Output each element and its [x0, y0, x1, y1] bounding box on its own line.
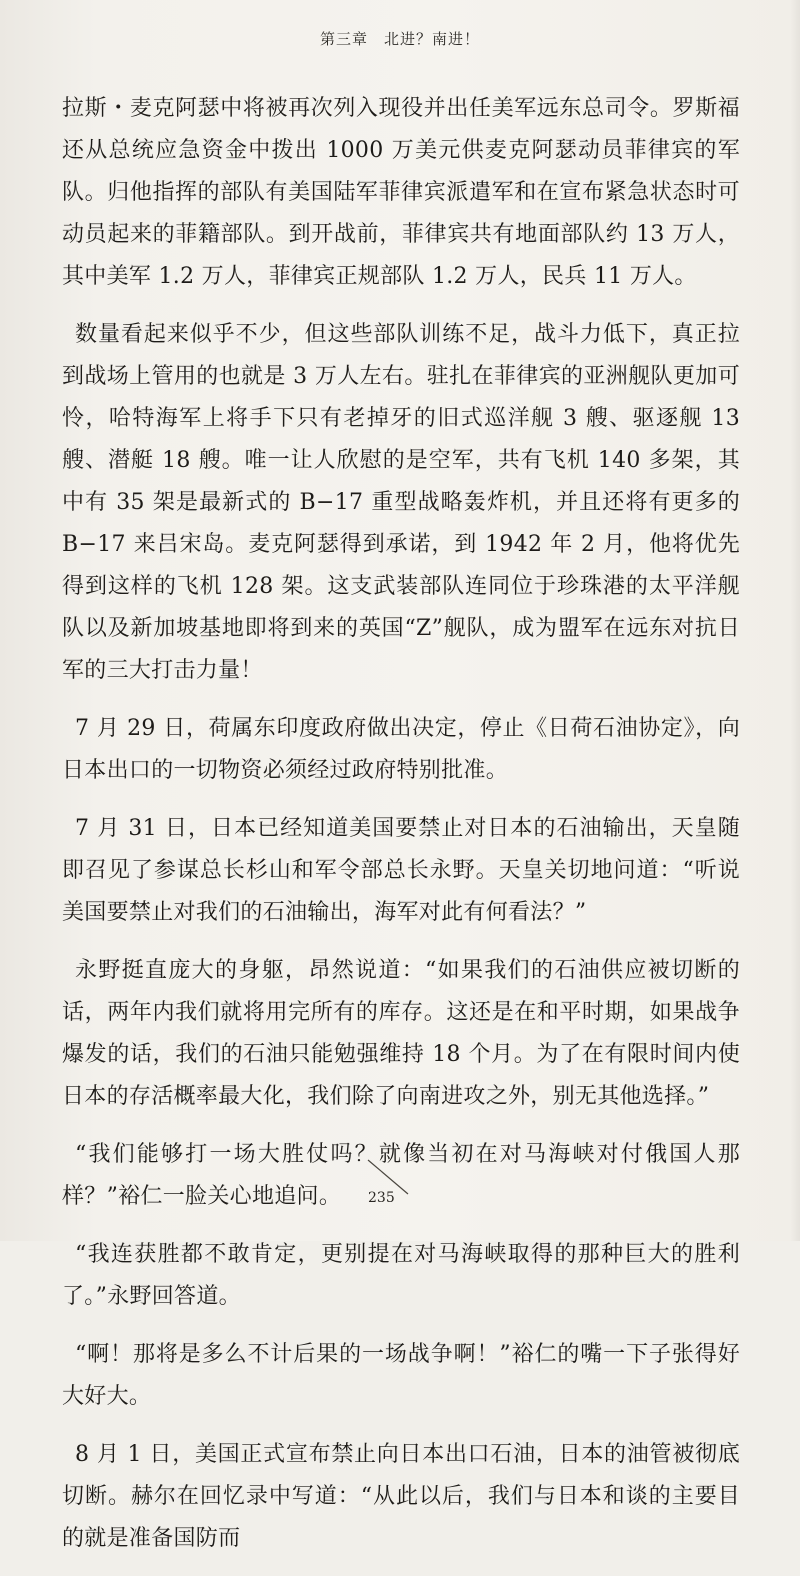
page-number: 235 [368, 1190, 395, 1206]
page-edge-shadow [790, 0, 800, 1241]
body-text [62, 88, 740, 1576]
paragraph-3: 7 月 29 日，荷属东印度政府做出决定，停止《日荷石油协定》，向日本出口的一切物资必须经过政府特别批准。 [62, 716, 740, 783]
paragraph-6: “我们能够打一场大胜仗吗？就像当初在对马海峡对付俄国人那样？”裕仁一脸关心地追问。 [62, 1142, 740, 1209]
paragraph-2: 数量看起来似乎不少，但这些部队训练不足，战斗力低下，真正拉到战场上管用的也就是 3 万人左右。驻扎在菲律宾的亚洲舰队更加可怜，哈特海军上将手下只有老掉牙的旧式巡洋舰 3 艘、驱逐舰 13 艘、潜艇 18 艘。唯一让人欣慰的是空军，共有飞机 140 多架，其中有 35 架是最新式的 B−17 重型战略轰炸机，并且还将有更多的 B−17 来吕宋岛。麦克阿瑟得到承诺，到 1942 年 2 月，他将优先得到这样的飞机 128 架。这支武装部队连同位于珍珠港的太平洋舰队以及新加坡基地即将到来的英国“Z”舰队，成为盟军在远东对抗日军的三大打击力量！ [62, 322, 740, 683]
paragraph-1: 拉斯・麦克阿瑟中将被再次列入现役并出任美军远东总司令。罗斯福还从总统应急资金中拨出 1000 万美元供麦克阿瑟动员菲律宾的军队。归他指挥的部队有美国陆军菲律宾派遣军和在宣布紧急状态时可动员起来的菲籍部队。到开战前，菲律宾共有地面部队约 13 万人，其中美军 1.2 万人，菲律宾正规部队 1.2 万人，民兵 11 万人。 [62, 96, 740, 289]
paragraph-5: 永野挺直庞大的身躯，昂然说道：“如果我们的石油供应被切断的话，两年内我们就将用完所有的库存。这还是在和平时期，如果战争爆发的话，我们的石油只能勉强维持 18 个月。为了在有限时间内使日本的存活概率最大化，我们除了向南进攻之外，别无其他选择。” [62, 958, 740, 1109]
running-header: 第三章 北进？南进！ [319, 30, 480, 48]
paragraph-7: “我连获胜都不敢肯定，更别提在对马海峡取得的那种巨大的胜利了。”永野回答道。 [62, 1242, 740, 1309]
paragraph-8: “啊！那将是多么不计后果的一场战争啊！”裕仁的嘴一下子张得好大好大。 [62, 1342, 740, 1409]
paragraph-9: 8 月 1 日，美国正式宣布禁止向日本出口石油，日本的油管被彻底切断。赫尔在回忆录中写道：“从此以后，我们与日本和谈的主要目的就是准备国防而 [62, 1442, 740, 1551]
paragraph-4: 7 月 31 日，日本已经知道美国要禁止对日本的石油输出，天皇随即召见了参谋总长杉山和军令部总长永野。天皇关切地问道：“听说美国要禁止对我们的石油输出，海军对此有何看法？” [62, 816, 740, 925]
